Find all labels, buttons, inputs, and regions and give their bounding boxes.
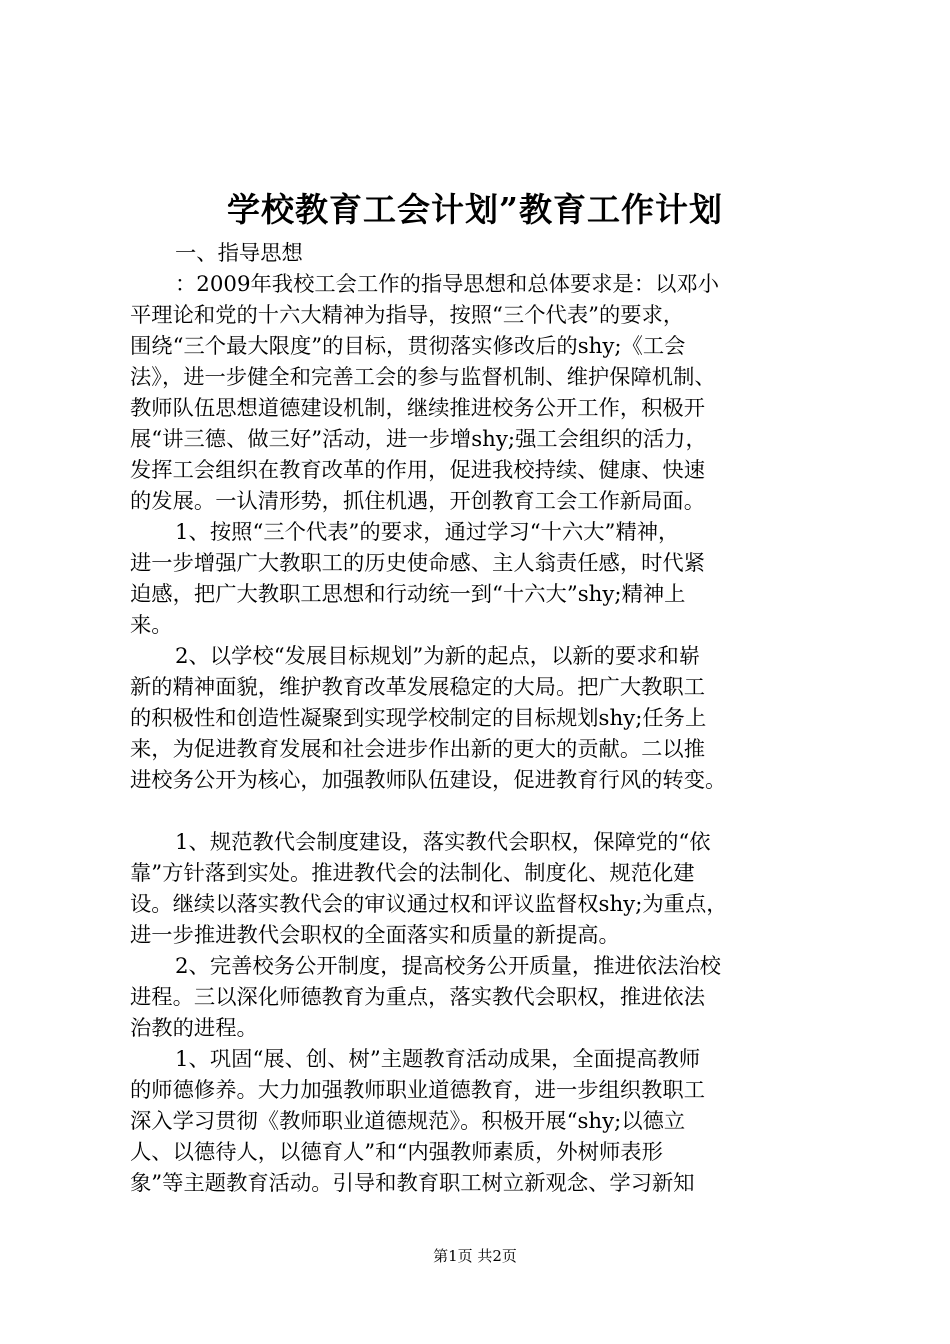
paragraph-line: 展“讲三德、做三好”活动，进一步增shy;强工会组织的活力， — [130, 427, 707, 452]
paragraph-line: 设。继续以落实教代会的审议通过权和评议监督权shy;为重点， — [130, 892, 728, 917]
paragraph-line: 2、完善校务公开制度，提高校务公开质量，推进依法治校 — [175, 954, 721, 979]
paragraph-line: 进一步增强广大教职工的历史使命感、主人翁责任感，时代紧 — [130, 551, 706, 576]
paragraph-line: 深入学习贯彻《教师职业道德规范》。积极开展“shy;以德立 — [130, 1109, 686, 1134]
paragraph-line: 1、按照“三个代表”的要求，通过学习“十六大”精神， — [175, 520, 680, 545]
paragraph-line: 进程。三以深化师德教育为重点，落实教代会职权，推进依法 — [130, 985, 706, 1010]
paragraph-line: 法》，进一步健全和完善工会的参与监督机制、维护保障机制、 — [130, 365, 716, 390]
paragraph-line: 象”等主题教育活动。引导和教育职工树立新观念、学习新知 — [130, 1171, 695, 1196]
paragraph-line: 的积极性和创造性凝聚到实现学校制定的目标规划shy;任务上 — [130, 706, 707, 731]
paragraph-line: 2、以学校“发展目标规划”为新的起点，以新的要求和崭 — [175, 644, 701, 669]
paragraph-line: 平理论和党的十六大精神为指导，按照“三个代表”的要求， — [130, 303, 685, 328]
paragraph-line: 进一步推进教代会职权的全面落实和质量的新提高。 — [130, 923, 620, 948]
paragraph-line: 靠”方针落到实处。推进教代会的法制化、制度化、规范化建 — [130, 861, 695, 886]
document-body — [130, 238, 830, 1199]
paragraph-line: ：2009年我校工会工作的指导思想和总体要求是：以邓小 — [175, 272, 720, 297]
paragraph-line: 进校务公开为核心，加强教师队伍建设，促进教育行风的转变。 — [130, 768, 727, 793]
paragraph-line: 围绕“三个最大限度”的目标，贯彻落实修改后的shy;《工会 — [130, 334, 686, 359]
paragraph-line: 1、规范教代会制度建设，落实教代会职权，保障党的“依 — [175, 830, 711, 855]
paragraph-line: 教师队伍思想道德建设机制，继续推进校务公开工作，积极开 — [130, 396, 706, 421]
paragraph-line: 来。 — [130, 613, 173, 638]
paragraph-line: 的师德修养。大力加强教师职业道德教育，进一步组织教职工 — [130, 1078, 706, 1103]
paragraph-line: 新的精神面貌，维护教育改革发展稳定的大局。把广大教职工 — [130, 675, 706, 700]
paragraph-line: 来，为促进教育发展和社会进步作出新的更大的贡献。二以推 — [130, 737, 706, 762]
paragraph-line: 人、以德待人，以德育人”和“内强教师素质，外树师表形 — [130, 1140, 663, 1165]
paragraph-line: 治教的进程。 — [130, 1016, 258, 1041]
document-title: 学校教育工会计划”教育工作计划 — [227, 190, 723, 229]
paragraph-line: 一、指导思想 — [175, 241, 303, 266]
paragraph-line: 1、巩固“展、创、树”主题教育活动成果，全面提高教师 — [175, 1047, 701, 1072]
paragraph-line: 发挥工会组织在教育改革的作用，促进我校持续、健康、快速 — [130, 458, 706, 483]
paragraph-line: 的发展。一认清形势，抓住机遇，开创教育工会工作新局面。 — [130, 489, 706, 514]
paragraph-line: 迫感，把广大教职工思想和行动统一到“十六大”shy;精神上 — [130, 582, 686, 607]
paragraph-gap — [130, 796, 830, 827]
page-footer: 第1页 共2页 — [433, 1247, 517, 1265]
